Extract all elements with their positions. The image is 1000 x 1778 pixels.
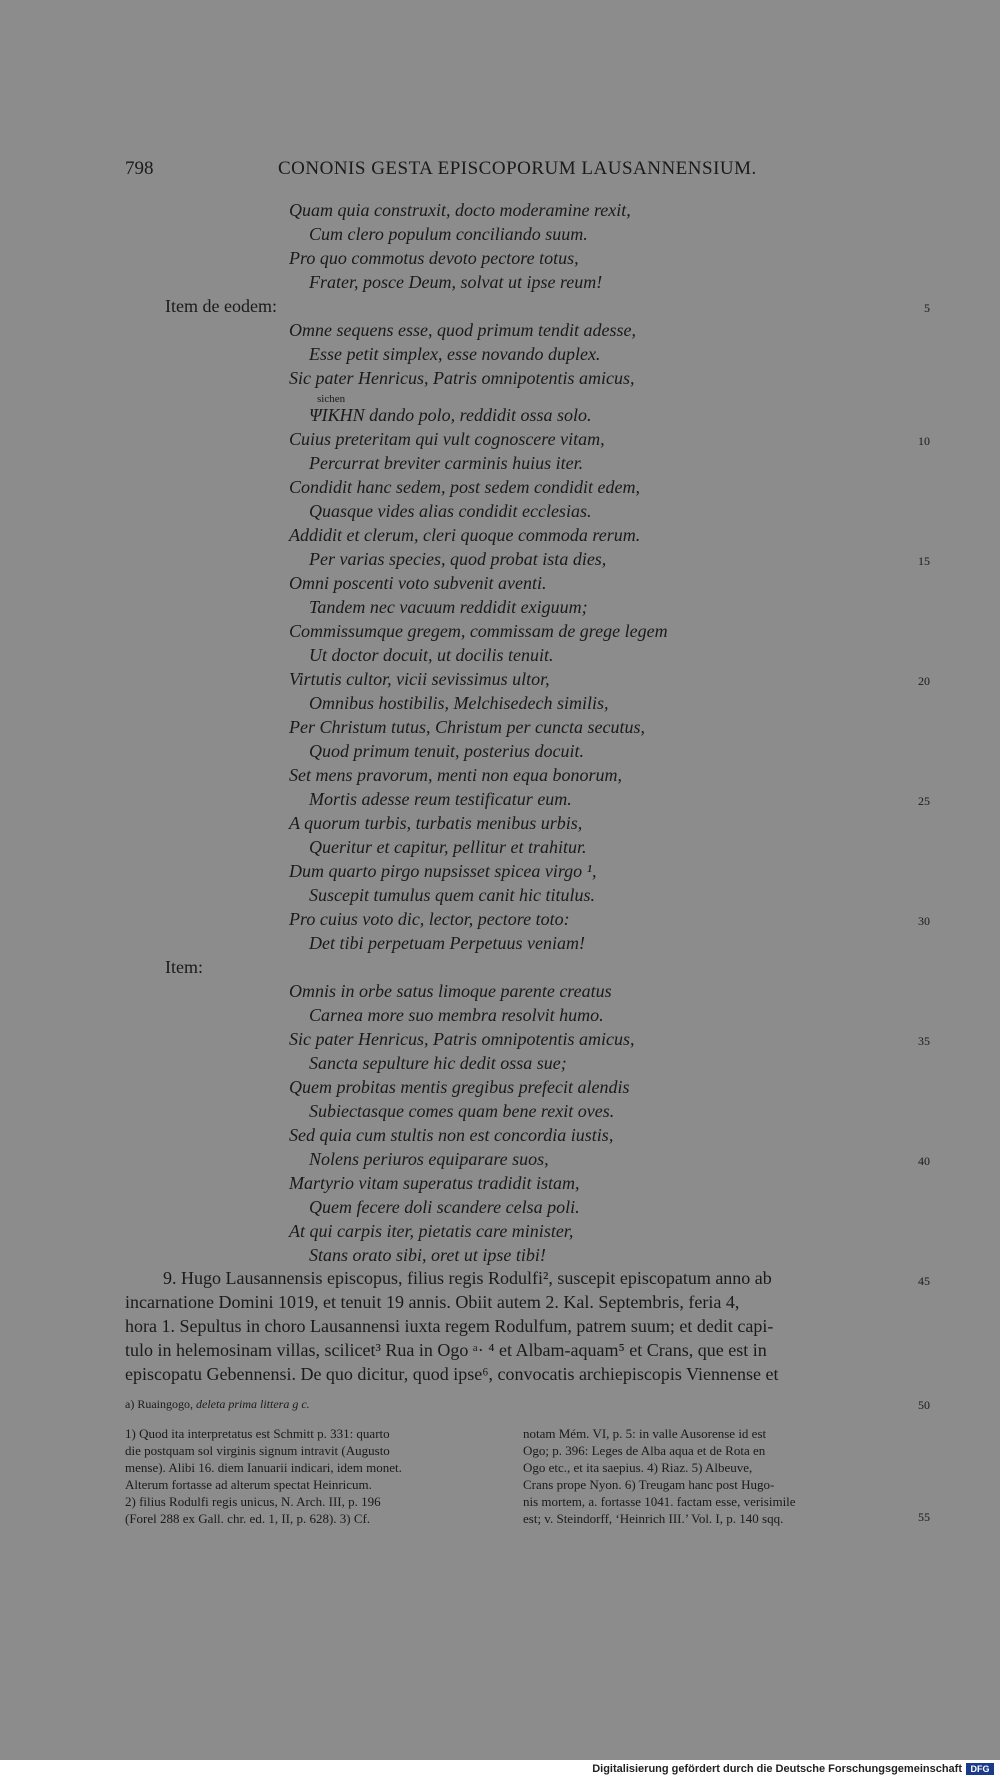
page-number: 798 [125,158,154,179]
verse-line: Per varias species, quod probat ista dies, [309,549,607,569]
footnote-line: Alterum fortasse ad alterum spectat Heinricum. [125,1477,372,1492]
verse-line: Omni poscenti voto subvenit aventi. [289,573,547,593]
footnote-line: Ogo; p. 396: Leges de Alba aqua et de Rota en [523,1443,766,1458]
footnote-line: est; v. Steindorff, ‘Heinrich III.’ Vol. I, p. 140 sqq. [523,1511,784,1526]
verse-line: Martyrio vitam superatus tradidit istam, [289,1173,580,1193]
verse-line: Addidit et clerum, cleri quoque commoda rerum. [289,525,641,545]
verse-line: Nolens periuros equiparare suos, [309,1149,549,1169]
verse-line: Quam quia construxit, docto moderamine rexit, [289,200,631,220]
verse-line: Queritur et capitur, pellitur et trahitur. [309,837,587,857]
verse-line: Cum clero populum conciliando suum. [309,224,588,244]
verse-line: Det tibi perpetuam Perpetuus veniam! [309,933,585,953]
line-number: 35 [918,1034,930,1048]
verse-line: Sic pater Henricus, Patris omnipotentis amicus, [289,1029,635,1049]
footnote-line: mense). Alibi 16. diem Ianuarii indicari, idem monet. [125,1460,402,1475]
verse-line: Mortis adesse reum testificatur eum. [309,789,572,809]
footnotes-left-column [125,1425,510,1527]
footnote-note: deleta prima littera g c. [196,1397,310,1411]
verse-line: Omnibus hostibilis, Melchisedech similis, [309,693,609,713]
verse-line: Dum quarto pirgo nupsisset spicea virgo ¹, [289,861,597,881]
footnote-line: Crans prope Nyon. 6) Treugam hanc post Hugo- [523,1477,775,1492]
line-number: 25 [918,794,930,808]
verse-line: Per Christum tutus, Christum per cuncta secutus, [289,717,645,737]
verse-line: Esse petit simplex, esse novando duplex. [309,344,601,364]
footnote-line: nis mortem, a. fortasse 1041. factam esse, verisimile [523,1494,796,1509]
verse-line: Percurrat breviter carminis huius iter. [309,453,584,473]
verse-line: Commissumque gregem, commissam de grege legem [289,621,668,641]
verse-line: Subiectasque comes quam bene rexit oves. [309,1101,615,1121]
verse-line: Sic pater Henricus, Patris omnipotentis amicus, [289,368,635,388]
line-number: 5 [924,301,930,315]
verse-line: Tandem nec vacuum reddidit exiguum; [309,597,588,617]
prose-line: hora 1. Sepultus in choro Lausannensi iuxta regem Rodulfum, patrem suum; et dedit capi- [125,1316,774,1336]
line-number: 40 [918,1154,930,1168]
line-number: 55 [918,1510,930,1524]
interlinear-gloss: sichen [317,393,346,405]
footnote-line: die postquam sol virginis signum intravit (Augusto [125,1443,390,1458]
verse-line: At qui carpis iter, pietatis care minister, [289,1221,574,1241]
textual-footnote [125,1397,310,1412]
section-heading: Item: [165,957,203,977]
footnote-line: 2) filius Rodulfi regis unicus, N. Arch. III, p. 196 [125,1494,381,1509]
verse-line: ΨΙΚΗΝ dando polo, reddidit ossa solo. [309,405,592,425]
prose-line: episcopatu Gebennensi. De quo dicitur, quod ipse⁶, convocatis archiepiscopis Viennense et [125,1364,779,1384]
line-number: 50 [918,1398,930,1412]
verse-line: Pro quo commotus devoto pectore totus, [289,248,579,268]
verse-line: A quorum turbis, turbatis menibus urbis, [289,813,583,833]
line-number: 20 [918,674,930,688]
verse-line: Ut doctor docuit, ut docilis tenuit. [309,645,554,665]
footnote-line: (Forel 288 ex Gall. chr. ed. 1, II, p. 628). 3) Cf. [125,1511,371,1526]
prose-line: tulo in helemosinam villas, scilicet³ Rua in Ogo ᵃ· ⁴ et Albam-aquam⁵ et Crans, que est in [125,1340,767,1360]
verse-line: Pro cuius voto dic, lector, pectore toto: [289,909,570,929]
verse-line: Stans orato sibi, oret ut ipse tibi! [309,1245,546,1265]
verse-line: Omne sequens esse, quod primum tendit adesse, [289,320,636,340]
prose-line: incarnatione Domini 1019, et tenuit 19 annis. Obiit autem 2. Kal. Septembris, feria 4, [125,1292,740,1312]
line-number: 15 [918,554,930,568]
line-number: 30 [918,914,930,928]
verse-line: Quem probitas mentis gregibus prefecit alendis [289,1077,630,1097]
funding-bar [0,1760,1000,1778]
footnote-line: 1) Quod ita interpretatus est Schmitt p. 331: quarto [125,1426,390,1441]
line-number: 10 [918,434,930,448]
line-number: 45 [918,1274,930,1288]
verse-line: Carnea more suo membra resolvit humo. [309,1005,604,1025]
verse-line: Sancta sepulture hic dedit ossa sue; [309,1053,567,1073]
running-title: CONONIS GESTA EPISCOPORUM LAUSANNENSIUM. [278,158,757,179]
verse-line: Condidit hanc sedem, post sedem condidit edem, [289,477,640,497]
footnote-line: notam Mém. VI, p. 5: in valle Ausorense id est [523,1426,767,1441]
verse-line: Virtutis cultor, vicii sevissimus ultor, [289,669,550,689]
footnote-line: Ogo etc., et ita saepius. 4) Riaz. 5) Albeuve, [523,1460,753,1475]
prose-line: 9. Hugo Lausannensis episcopus, filius regis Rodulfi², suscepit episcopatum anno ab [163,1268,772,1288]
funding-note: Digitalisierung gefördert durch die Deutsche Forschungsgemeinschaft [592,1763,962,1775]
verse-line: Quasque vides alias condidit ecclesias. [309,501,592,521]
footnote-mark: a) Ruaingogo, [125,1397,193,1411]
verse-line: Sed quia cum stultis non est concordia iustis, [289,1125,614,1145]
verse-line: Set mens pravorum, menti non equa bonorum, [289,765,622,785]
verse-line: Omnis in orbe satus limoque parente creatus [289,981,612,1001]
verse-line: Frater, posce Deum, solvat ut ipse reum! [309,272,603,292]
dfg-logo: DFG [966,1763,994,1775]
verse-line: Quem fecere doli scandere celsa poli. [309,1197,580,1217]
section-heading: Item de eodem: [165,296,277,316]
verse-line: Suscepit tumulus quem canit hic titulus. [309,885,595,905]
footnotes-right-column [523,1425,908,1527]
verse-line: Quod primum tenuit, posterius docuit. [309,741,584,761]
verse-line: Cuius preteritam qui vult cognoscere vitam, [289,429,605,449]
